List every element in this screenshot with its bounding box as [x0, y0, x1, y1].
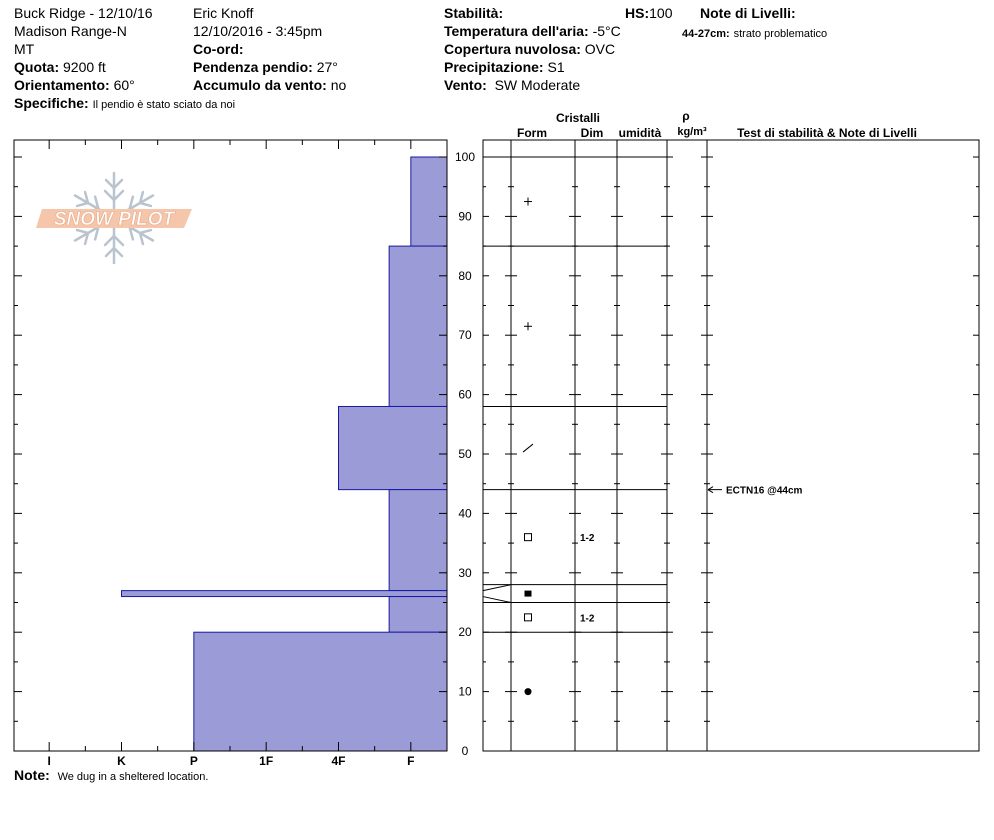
crystal-form-faceted-icon [525, 534, 532, 541]
slope-label: Pendenza pendio: [193, 59, 313, 75]
depth-label-50: 50 [458, 447, 472, 461]
note-label: Note: [14, 767, 50, 783]
hs-value: 100 [649, 5, 673, 21]
state-name: MT [14, 41, 35, 57]
hardness-layer-5 [389, 597, 447, 633]
layer-connectors [483, 585, 511, 603]
hardness-layer-0 [411, 157, 447, 246]
depth-label-30: 30 [458, 565, 472, 580]
aspect-value: 60° [113, 77, 135, 93]
hardness-layer-6 [194, 632, 447, 751]
note-row [14, 766, 208, 786]
observer-name: Eric Knoff [193, 5, 254, 21]
crystal-form-precip-icon [524, 198, 532, 206]
dim-header: Dim [580, 126, 604, 140]
depth-label-90: 90 [458, 209, 472, 224]
depth-label-80: 80 [458, 268, 472, 283]
hardness-layer-1 [389, 246, 447, 406]
observation-datetime: 12/10/2016 - 3:45pm [193, 23, 323, 39]
hardness-label-K: K [117, 754, 126, 768]
hardness-label-P: P [189, 754, 198, 768]
layer-note-text: strato problematico [733, 28, 828, 40]
crystal-form-precip-icon [524, 322, 532, 330]
cloud-label: Copertura nuvolosa: [444, 41, 581, 57]
specifics-label: Specifiche: [14, 95, 89, 111]
crystal-dim-5: 1-2 [580, 613, 595, 625]
humidity-header: umidità [618, 126, 662, 140]
windload-label: Accumulo da vento: [193, 77, 327, 93]
airtemp-value: -5°C [592, 23, 621, 39]
depth-label-40: 40 [458, 506, 472, 521]
form-header: Form [517, 126, 547, 140]
elevation-label: Quota: [14, 59, 60, 75]
depth-label-20: 20 [458, 625, 472, 640]
windload-value: no [330, 77, 347, 93]
logo-text: SNOW PILOT [53, 209, 175, 230]
airtemp-label: Temperatura dell'aria: [444, 23, 589, 39]
depth-label-60: 60 [458, 387, 472, 402]
stability-label: Stabilità: [444, 5, 504, 21]
depth-label-70: 70 [458, 328, 472, 343]
wind-label: Vento: [444, 77, 487, 93]
precip-label: Precipitazione: [444, 59, 544, 75]
hs-label: HS: [625, 5, 650, 21]
layer-connector [483, 597, 511, 603]
slope-value: 27° [316, 59, 338, 75]
crystal-form-faceted-icon [525, 614, 532, 621]
wind-value: SW Moderate [494, 77, 581, 93]
specifics-value: Il pendio è stato sciato da noi [92, 99, 236, 111]
layer-note-depth: 44-27cm: [682, 28, 730, 40]
layer-notes-label: Note di Livelli: [700, 5, 796, 21]
hardness-layer-2 [339, 406, 448, 489]
elevation-value: 9200 ft [63, 59, 106, 75]
hardness-label-F: F [407, 754, 415, 768]
hardness-label-1F: 1F [259, 754, 274, 768]
aspect-label: Orientamento: [14, 77, 110, 93]
depth-label-100: 100 [454, 150, 476, 164]
precip-value: S1 [547, 59, 565, 75]
rho-header: ρ [682, 109, 690, 123]
crystal-form-decomposed-icon [523, 444, 533, 452]
density-unit-header: kg/m³ [677, 126, 707, 138]
layer-connector [483, 585, 511, 591]
stability-tests [708, 486, 803, 497]
location-name: Buck Ridge - 12/10/16 [14, 5, 153, 21]
crystals-header: Cristalli [555, 111, 601, 125]
note-text: We dug in a sheltered location. [57, 771, 209, 783]
crystal-form-faceted-filled-icon [525, 591, 532, 597]
hardness-layer-3 [389, 490, 447, 591]
hardness-label-I: I [47, 754, 51, 768]
range-name: Madison Range-N [14, 23, 127, 39]
hardness-layers [122, 157, 448, 751]
coord-label: Co-ord: [193, 41, 244, 57]
depth-label-10: 10 [458, 684, 472, 699]
layer-table-frame [483, 140, 979, 751]
layer-table-columns [511, 140, 707, 751]
stability-test-label-0: ECTN16 @44cm [726, 485, 803, 497]
crystal-form-rounded-icon [525, 688, 532, 695]
cloud-value: OVC [584, 41, 616, 57]
hardness-layer-4 [122, 591, 448, 597]
depth-label-0: 0 [461, 744, 469, 758]
hardness-label-4F: 4F [331, 754, 346, 768]
crystal-forms [523, 198, 595, 696]
crystal-dim-3: 1-2 [580, 533, 595, 545]
tests-header: Test di stabilità & Note di Livelli [737, 126, 917, 140]
